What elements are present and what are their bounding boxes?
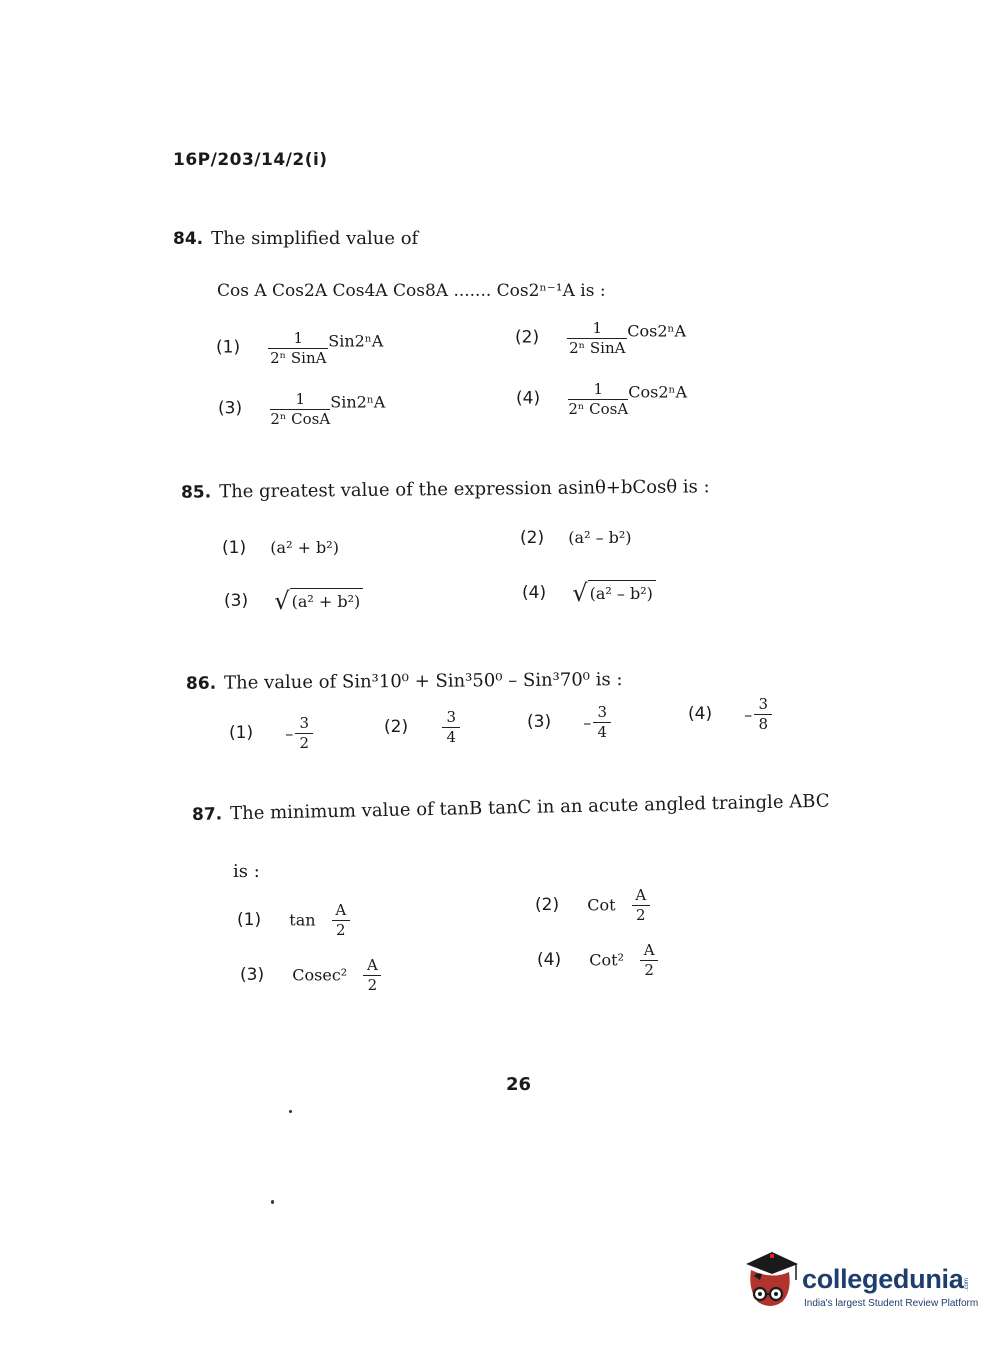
option-87-1: (1) tan $\frac{A}{2}$: [237, 902, 350, 938]
logo-tagline: India's largest Student Review Platform: [804, 1298, 979, 1309]
option-84-1: (1) $\frac{1}{\text{2ⁿ SinA}}$ Sin2ⁿA: [216, 329, 384, 367]
option-86-3: (3) – $\frac{3}{4}$: [527, 704, 611, 740]
question-87: [192, 791, 830, 825]
fraction: $\frac{A}{2}$: [640, 942, 658, 978]
question-87-continuation: is :: [233, 861, 260, 882]
option-87-4: (4) Cot² $\frac{A}{2}$: [537, 942, 658, 978]
fraction: $\frac{A}{2}$: [363, 957, 381, 993]
option-label: (2): [515, 327, 540, 348]
speck: [289, 1110, 292, 1113]
option-label: (2): [520, 528, 545, 548]
option-84-3: (3) $\frac{1}{\text{2ⁿ CosA}}$ Sin2ⁿA: [218, 390, 386, 428]
question-text: The greatest value of the expression asinθ+bCosθ is :: [219, 476, 710, 503]
question-86: [186, 669, 623, 694]
option-label: (4): [688, 704, 713, 724]
option-85-4: [522, 580, 656, 606]
option-85-2: [520, 528, 632, 548]
option-label: (2): [535, 895, 560, 915]
option-label: (1): [237, 910, 262, 930]
option-87-2: (2) Cot $\frac{A}{2}$: [535, 887, 650, 923]
option-86-2: [384, 709, 460, 745]
fraction: $\frac{3}{2}$: [295, 715, 313, 751]
fraction: $\frac{A}{2}$: [632, 887, 650, 923]
square-root: √ (a² – b²): [572, 580, 656, 606]
option-label: (1): [216, 337, 241, 358]
question-number: 87.: [191, 804, 223, 825]
option-84-4: (4) $\frac{1}{\text{2ⁿ CosA}}$ Cos2ⁿA: [516, 380, 688, 418]
paper-code: 16P/203/14/2(i): [173, 150, 328, 170]
square-root: √ (a² + b²): [274, 588, 363, 614]
fraction: $\frac{3}{4}$: [442, 709, 460, 745]
collegedunia-logo[interactable]: [742, 1250, 992, 1320]
question-text: The value of Sin³10⁰ + Sin³50⁰ – Sin³70⁰ is :: [224, 669, 623, 694]
graduate-mascot-icon: [742, 1250, 800, 1314]
question-84-expression: Cos A Cos2A Cos4A Cos8A ....... Cos2ⁿ⁻¹A is :: [217, 281, 606, 301]
fraction: $\frac{A}{2}$: [332, 902, 350, 938]
option-86-4: (4) – $\frac{3}{8}$: [688, 696, 772, 732]
option-label: (3): [527, 712, 552, 732]
option-label: (3): [240, 965, 265, 985]
fraction: $\frac{3}{4}$: [593, 704, 611, 740]
option-label: (1): [222, 538, 247, 558]
option-85-1: [222, 538, 339, 558]
speck: [271, 1200, 274, 1204]
question-number: 84.: [173, 229, 204, 249]
page-number: 26: [506, 1074, 532, 1095]
option-label: (4): [522, 583, 547, 603]
option-87-3: (3) Cosec² $\frac{A}{2}$: [240, 957, 381, 993]
logo-suffix: .com: [964, 1277, 971, 1291]
fraction: $\frac{1}{\text{2ⁿ CosA}}$: [270, 390, 331, 428]
option-85-3: [224, 588, 363, 614]
option-label: (4): [516, 388, 541, 409]
fraction: $\frac{1}{\text{2ⁿ SinA}}$: [569, 319, 626, 357]
option-label: (2): [384, 717, 409, 737]
question-number: 85.: [180, 482, 212, 503]
option-value: (a² – b²): [568, 528, 632, 547]
fraction: $\frac{3}{8}$: [754, 696, 772, 732]
question-84: [173, 228, 418, 249]
option-label: (1): [229, 723, 254, 743]
question-85: [181, 476, 710, 503]
fraction: $\frac{1}{\text{2ⁿ SinA}}$: [270, 329, 327, 367]
fraction: $\frac{1}{\text{2ⁿ CosA}}$: [568, 380, 629, 418]
option-label: (3): [218, 398, 243, 419]
option-label: (4): [537, 950, 562, 970]
option-84-2: (2) $\frac{1}{\text{2ⁿ SinA}}$ Cos2ⁿA: [515, 319, 687, 357]
logo-name: collegedunia: [802, 1264, 964, 1294]
question-text: The minimum value of tanB tanC in an acute angled traingle ABC: [229, 790, 830, 825]
question-text: The simplified value of: [211, 228, 419, 249]
option-label: (3): [224, 591, 249, 611]
option-value: (a² + b²): [270, 538, 339, 557]
question-number: 86.: [185, 673, 217, 694]
option-86-1: (1) – $\frac{3}{2}$: [229, 715, 313, 751]
